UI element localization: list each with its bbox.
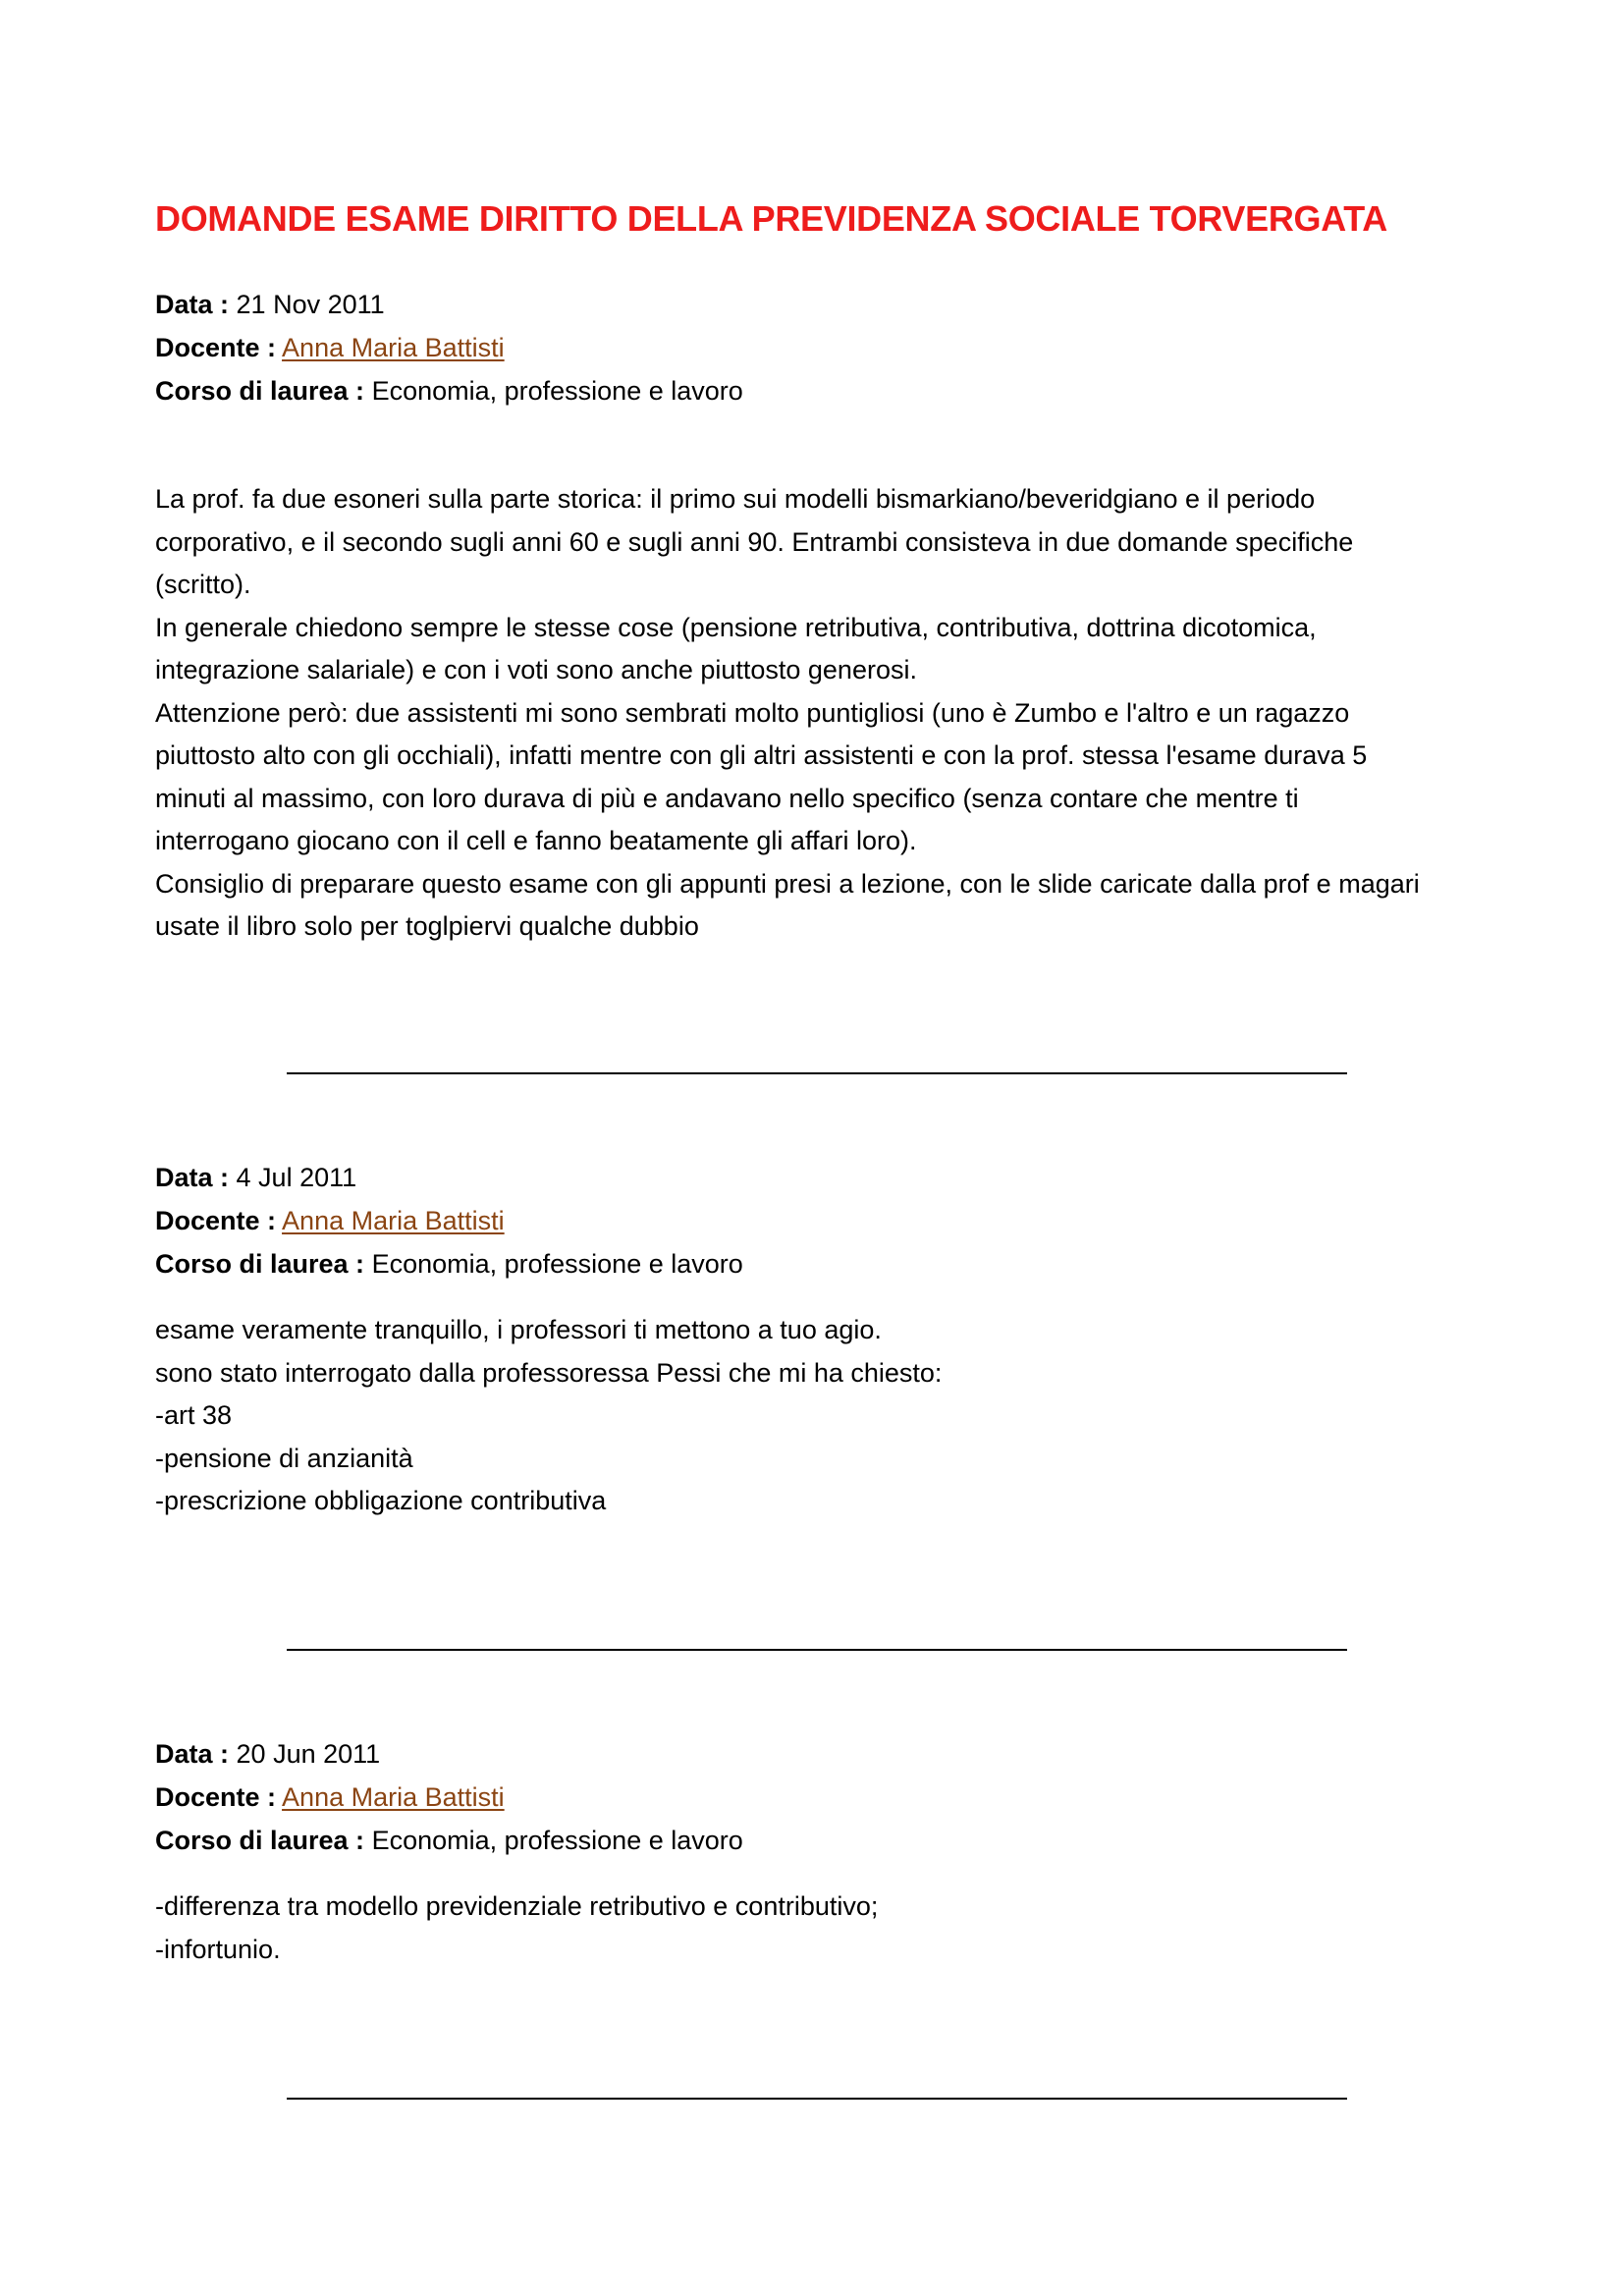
body-line: -differenza tra modello previdenziale retributivo e contributivo; (155, 1891, 879, 1921)
date-label: Data : (155, 1739, 230, 1769)
teacher-link[interactable]: Anna Maria Battisti (282, 333, 505, 362)
body-line: interrogano giocano con il cell e fanno beatamente gli affari loro). (155, 826, 917, 855)
date-label: Data : (155, 1163, 230, 1192)
body-line: corporativo, e il secondo sugli anni 60 e sugli anni 90. Entrambi consisteva in due domande specifiche (155, 526, 1354, 557)
entry-body (155, 1309, 1481, 1523)
body-line: esame veramente tranquillo, i professori ti mettono a tuo agio. (155, 1315, 882, 1344)
teacher-line (155, 326, 1481, 369)
section-divider (287, 1649, 1347, 1651)
exam-entry (155, 1156, 1481, 1285)
body-line: Consiglio di preparare questo esame con gli appunti presi a lezione, con le slide caricate dalla prof e magari (155, 868, 1420, 899)
course-label: Corso di laurea : (155, 1249, 365, 1279)
body-line: -art 38 (155, 1400, 233, 1430)
course-label: Corso di laurea : (155, 376, 365, 406)
body-line: In generale chiedono sempre le stesse cose (pensione retributiva, contributiva, dottrina dicotomica, (155, 612, 1317, 642)
body-line: La prof. fa due esoneri sulla parte storica: il primo sui modelli bismarkiano/beveridgiano e il periodo (155, 484, 1316, 514)
teacher-link[interactable]: Anna Maria Battisti (282, 1206, 505, 1235)
section-divider (287, 2098, 1347, 2100)
body-line: -prescrizione obbligazione contributiva (155, 1486, 607, 1515)
teacher-label: Docente : (155, 333, 277, 362)
body-line: piuttosto alto con gli occhiali), infatti mentre con gli altri assistenti e con la prof. stessa l'esame durava 5 (155, 740, 1368, 770)
teacher-line (155, 1776, 1481, 1819)
course-value: Economia, professione e lavoro (371, 376, 743, 406)
body-line: usate il libro solo per toglpiervi qualche dubbio (155, 911, 699, 941)
date-line (155, 1156, 1481, 1199)
body-line: (scritto). (155, 570, 251, 599)
body-line: -infortunio. (155, 1934, 281, 1964)
date-line (155, 1732, 1481, 1776)
date-line (155, 283, 1481, 326)
exam-entry (155, 1732, 1481, 1862)
date-value: 4 Jul 2011 (236, 1163, 357, 1192)
teacher-label: Docente : (155, 1782, 277, 1812)
section-divider (287, 1072, 1347, 1074)
body-line: Attenzione però: due assistenti mi sono sembrati molto puntigliosi (uno è Zumbo e l'altro e un ragazzo (155, 697, 1350, 728)
body-line: minuti al massimo, con loro durava di più e andavano nello specifico (senza contare che mentre ti (155, 783, 1299, 813)
date-value: 20 Jun 2011 (236, 1739, 381, 1769)
date-label: Data : (155, 290, 230, 319)
course-value: Economia, professione e lavoro (371, 1826, 743, 1855)
body-line: integrazione salariale) e con i voti sono anche piuttosto generosi. (155, 655, 917, 684)
date-value: 21 Nov 2011 (236, 290, 385, 319)
page-title: DOMANDE ESAME DIRITTO DELLA PREVIDENZA SOCIALE TORVERGATA (155, 198, 1387, 239)
course-line (155, 369, 1481, 412)
entry-body (155, 1886, 1481, 1971)
course-label: Corso di laurea : (155, 1826, 365, 1855)
body-line: sono stato interrogato dalla professoressa Pessi che mi ha chiesto: (155, 1357, 943, 1388)
exam-entry (155, 283, 1481, 412)
body-line: -pensione di anzianità (155, 1443, 413, 1473)
course-value: Economia, professione e lavoro (371, 1249, 743, 1279)
teacher-link[interactable]: Anna Maria Battisti (282, 1782, 505, 1812)
course-line (155, 1242, 1481, 1285)
teacher-line (155, 1199, 1481, 1242)
teacher-label: Docente : (155, 1206, 277, 1235)
course-line (155, 1819, 1481, 1862)
entry-body (155, 478, 1481, 949)
